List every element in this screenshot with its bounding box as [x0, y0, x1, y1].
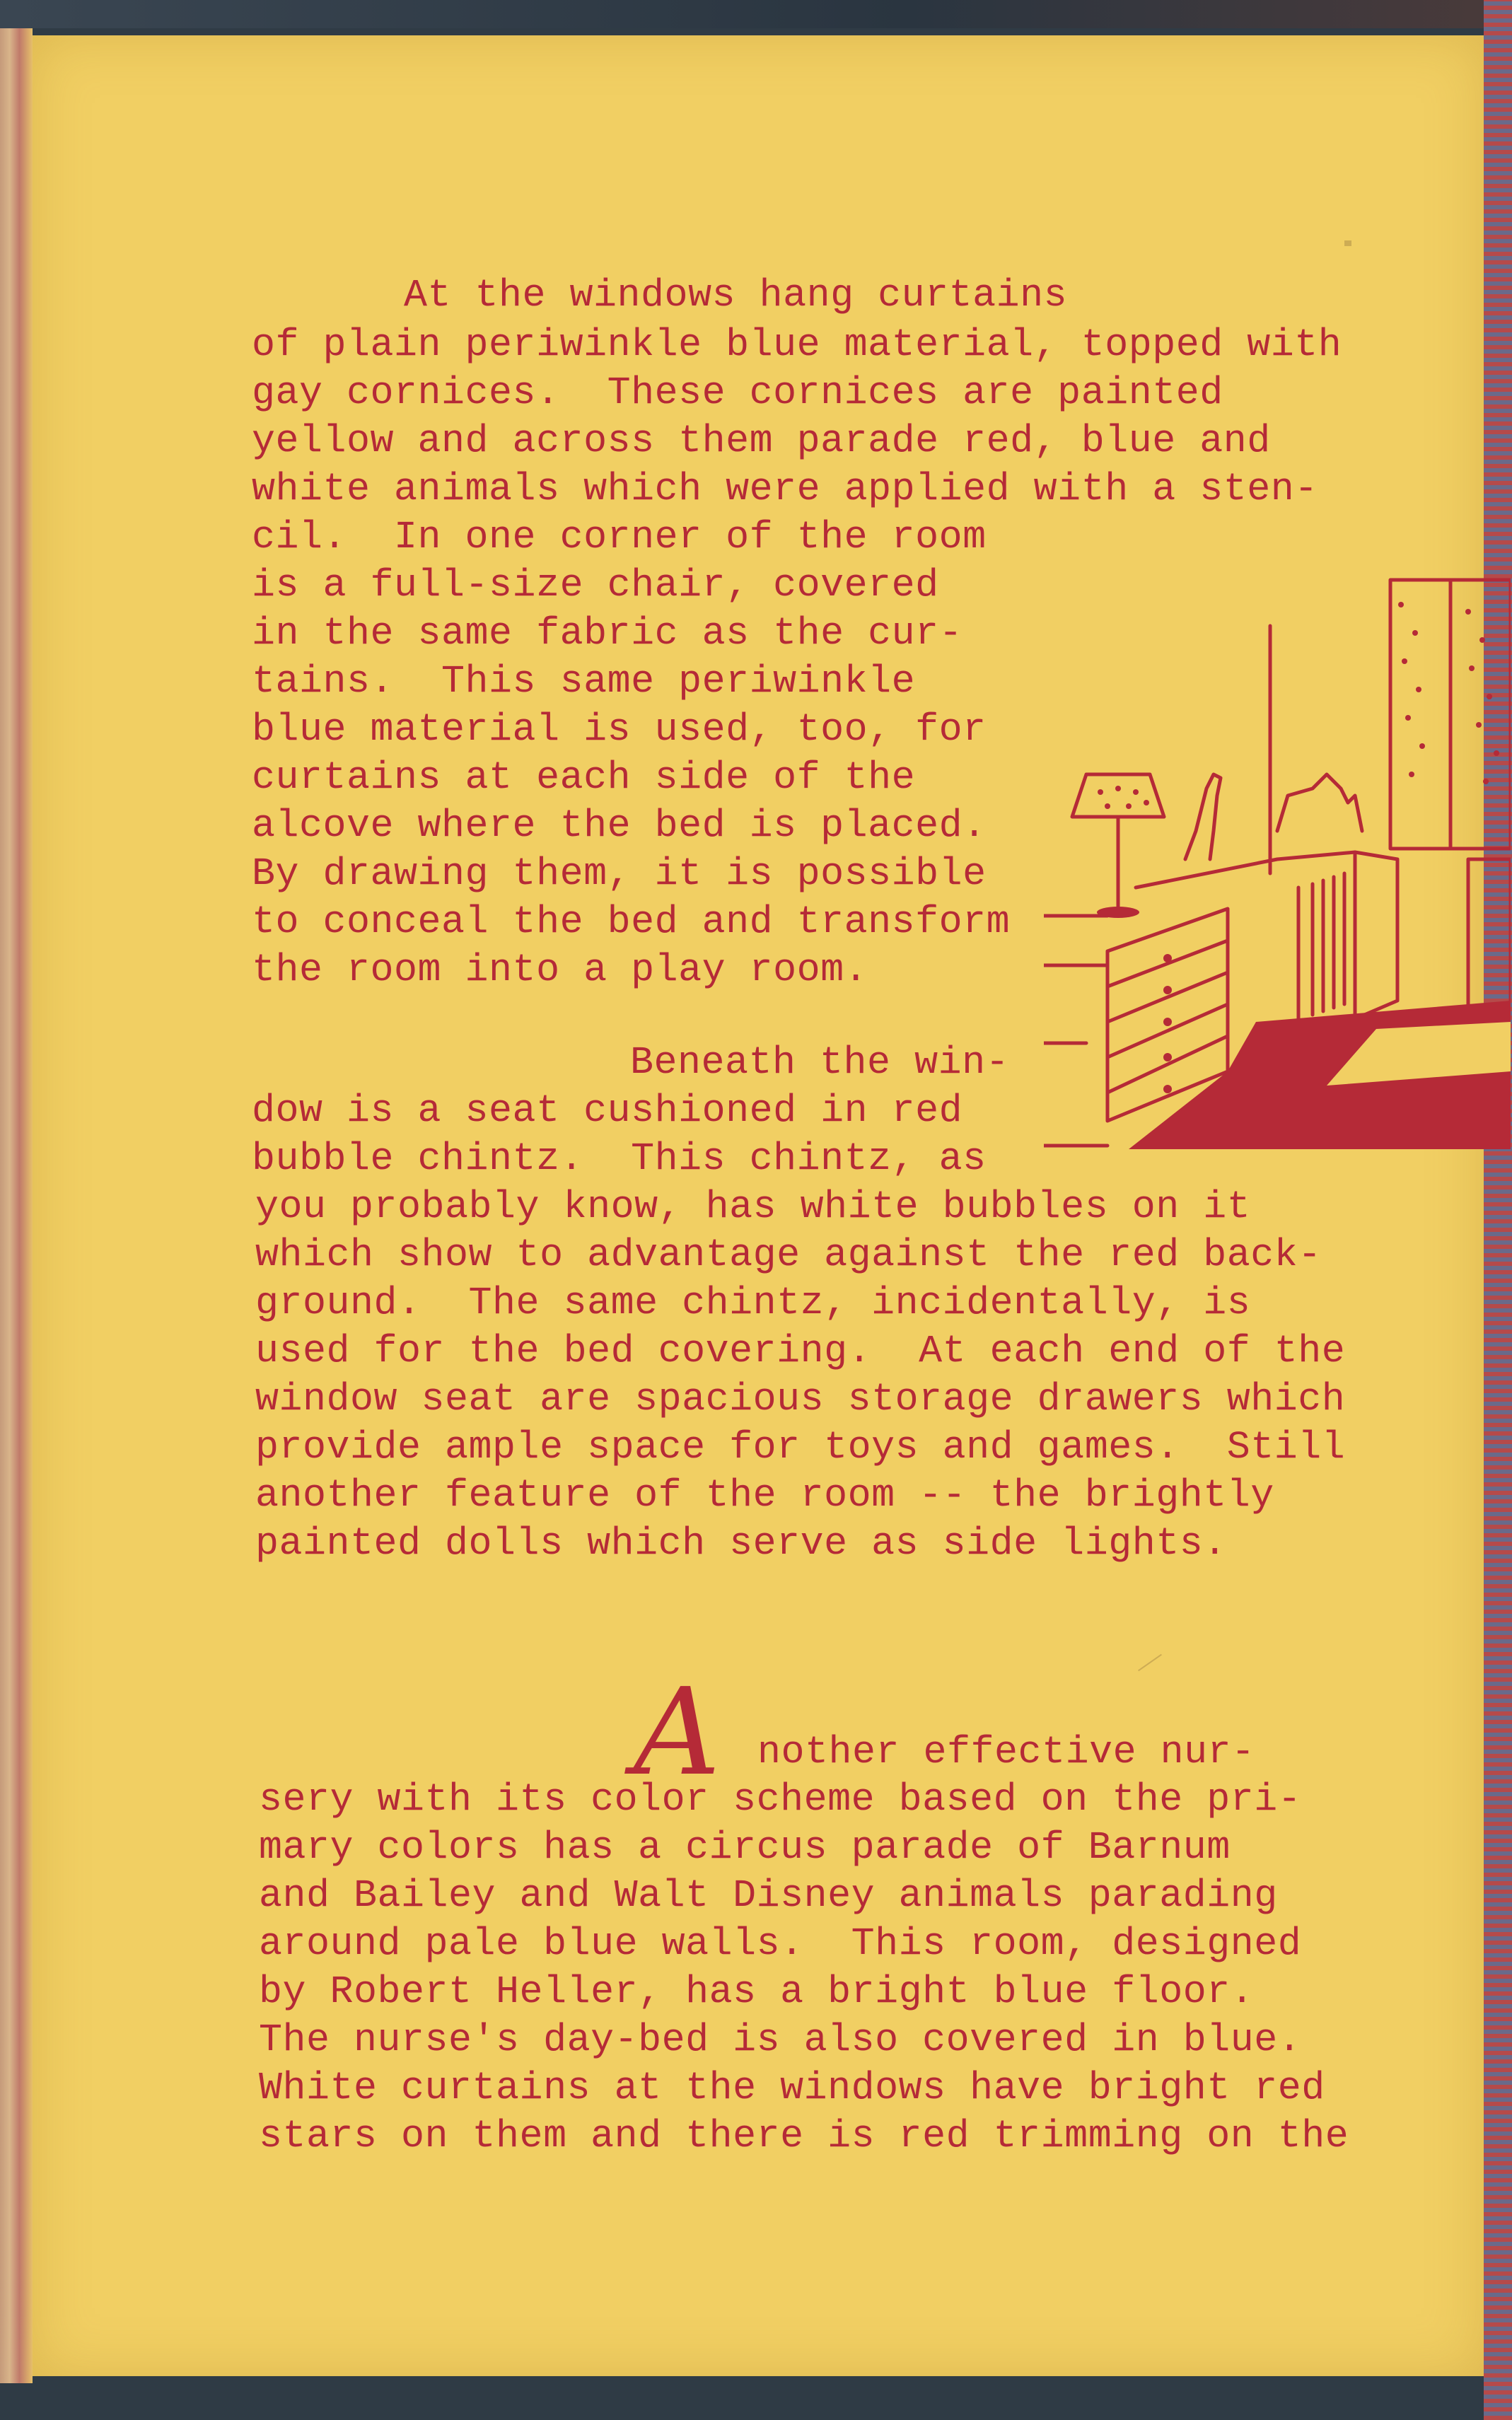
text-line: Beneath the win-: [630, 1040, 1010, 1085]
text-line: yellow and across them parade red, blue and: [252, 419, 1271, 463]
text-line: At the windows hang curtains: [404, 273, 1068, 318]
paper-mark: [1138, 1654, 1162, 1672]
text-line: of plain periwinkle blue material, topped with: [252, 322, 1342, 367]
text-line: By drawing them, it is possible: [252, 851, 987, 896]
text-line: White curtains at the windows have bright red: [259, 2066, 1325, 2110]
text-line: around pale blue walls. This room, designed: [259, 1921, 1302, 1966]
text-line: dow is a seat cushioned in red: [252, 1088, 963, 1133]
paper-speck: [1344, 240, 1351, 246]
text-line: used for the bed covering. At each end of the: [255, 1329, 1346, 1373]
text-line: cil. In one corner of the room: [252, 515, 987, 559]
text-line: nother effective nur-: [757, 1730, 1255, 1774]
text-line: provide ample space for toys and games. Still: [255, 1425, 1346, 1470]
text-line: stars on them and there is red trimming on the: [259, 2114, 1349, 2158]
book-right-edge: [1484, 0, 1512, 2420]
book-page: [33, 35, 1484, 2376]
drop-cap: A: [634, 1663, 721, 1803]
lamp-base: [1097, 907, 1139, 918]
book-top-edge: [0, 0, 1512, 28]
chair-outline: [1468, 859, 1511, 1015]
text-line: curtains at each side of the: [252, 755, 916, 800]
book-spine-edge: [0, 28, 33, 2383]
text-line: in the same fabric as the cur-: [252, 611, 963, 656]
camel-toy-icon: [1277, 774, 1362, 831]
nursery-illustration: [1044, 562, 1511, 1185]
text-line: by Robert Heller, has a bright blue floor.: [259, 1970, 1255, 2014]
lamp-shade-icon: [1072, 774, 1164, 817]
text-line: ground. The same chintz, incidentally, is: [255, 1281, 1251, 1325]
text-line: mary colors has a circus parade of Barnum: [259, 1825, 1231, 1870]
text-line: painted dolls which serve as side lights.: [255, 1521, 1227, 1566]
text-line: window seat are spacious storage drawers which: [255, 1377, 1346, 1421]
text-line: and Bailey and Walt Disney animals parading: [259, 1873, 1278, 1918]
text-line: sery with its color scheme based on the pri-: [259, 1777, 1302, 1822]
text-line: to conceal the bed and transform: [252, 900, 1011, 944]
text-line: bubble chintz. This chintz, as: [252, 1136, 987, 1181]
text-line: another feature of the room -- the brightly: [255, 1473, 1274, 1518]
giraffe-toy-icon: [1185, 774, 1221, 859]
text-line: tains. This same periwinkle: [252, 659, 916, 704]
text-line: blue material is used, too, for: [252, 707, 987, 752]
text-line: gay cornices. These cornices are painted: [252, 371, 1223, 415]
text-line: which show to advantage against the red back-: [255, 1233, 1322, 1277]
text-line: is a full-size chair, covered: [252, 563, 939, 607]
text-line: you probably know, has white bubbles on it: [255, 1185, 1251, 1229]
text-line: white animals which were applied with a sten-: [252, 467, 1318, 511]
text-line: alcove where the bed is placed.: [252, 803, 987, 848]
text-line: The nurse's day-bed is also covered in blue.: [259, 2018, 1302, 2062]
text-line: the room into a play room.: [252, 948, 868, 992]
